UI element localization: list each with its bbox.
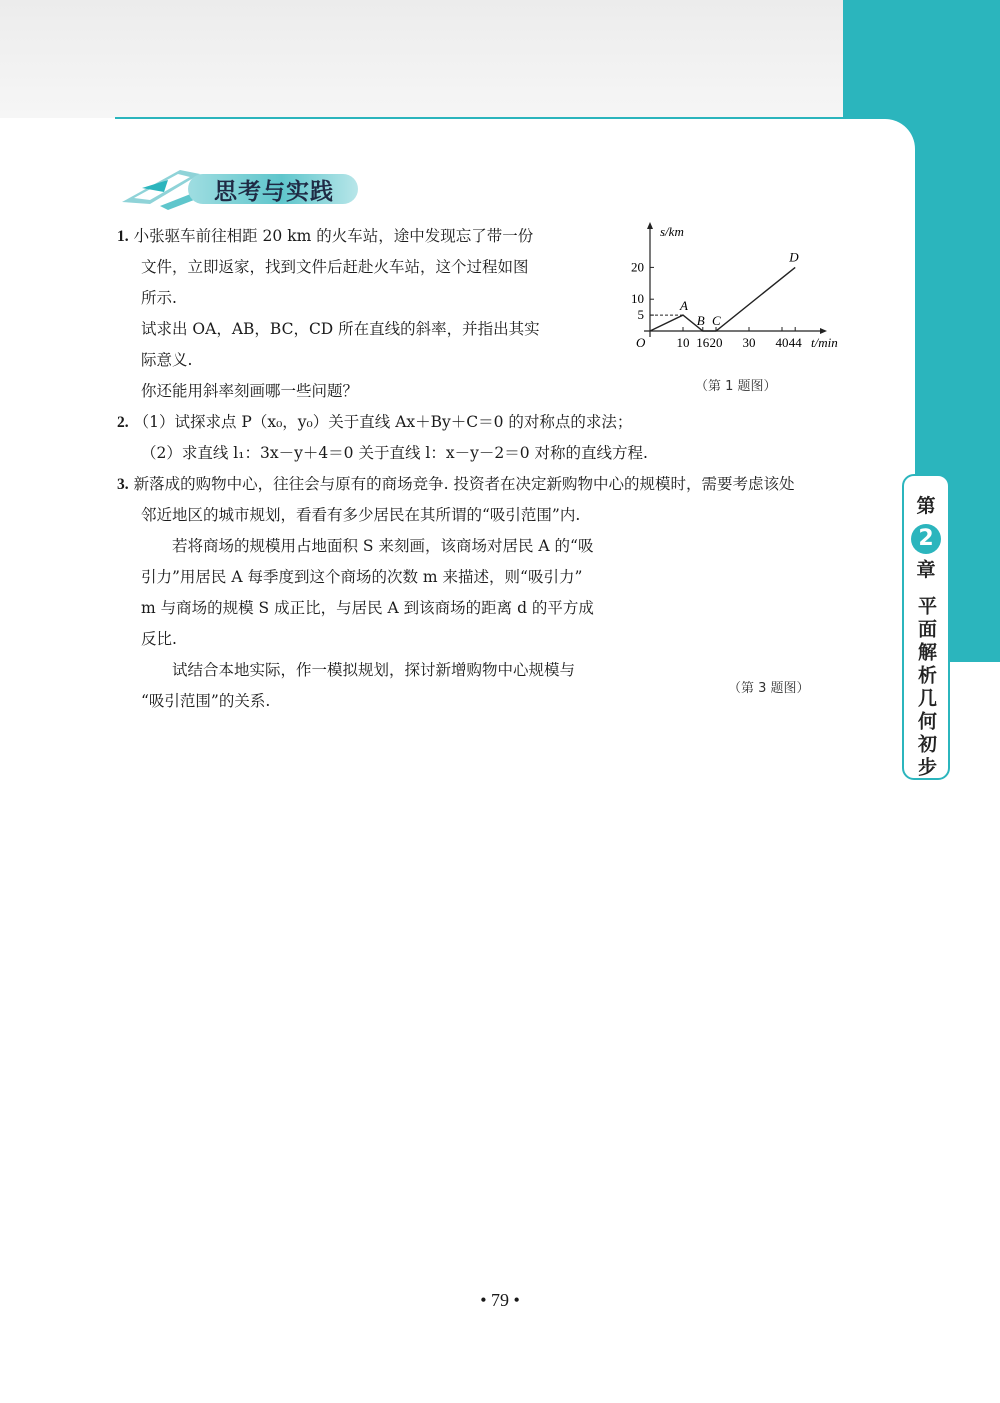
page-number: • 79 • <box>480 1290 520 1310</box>
problem-3-line-2: 邻近地区的城市规划，看看有多少居民在其所谓的“吸引范围”内. <box>141 506 581 524</box>
problem-3-line-8: “吸引范围”的关系. <box>141 692 271 710</box>
problem-3-line-1: 3. 新落成的购物中心，往往会与原有的商场竞争. 投资者在决定新购物中心的规模时，需要考虑该处 <box>117 475 795 493</box>
y-axis-arrow <box>647 222 653 229</box>
distance-time-chart <box>620 218 860 378</box>
section-title: 思考与实践 <box>214 179 334 205</box>
problem-1-line-4: 试求出 OA，AB，BC，CD 所在直线的斜率，并指出其实 <box>141 320 540 338</box>
problem-3-line-7: 试结合本地实际，作一模拟规划，探讨新增购物中心规模与 <box>172 661 576 679</box>
y-tick-label-5: 5 <box>637 307 644 323</box>
problem-2-text <box>117 407 648 469</box>
x-tick-label-16: 16 <box>696 335 710 350</box>
y-axis-label: s/km <box>660 224 684 239</box>
problem-3-line-4: 引力”用居民 A 每季度到这个商场的次数 m 来描述，则“吸引力” <box>141 568 583 586</box>
x-tick-label-20: 20 <box>709 335 723 350</box>
problem-1-line-2: 文件，立即返家，找到文件后赶赴火车站，这个过程如图 <box>141 258 529 276</box>
problem-2-number: 2. <box>117 414 129 431</box>
problem-3-number: 3. <box>117 476 129 493</box>
chapter-number: 2 <box>911 524 941 554</box>
chapter-title: 平面解析几何初步 <box>915 596 937 780</box>
problem-3-line-3: 若将商场的规模用占地面积 S 来刻画，该商场对居民 A 的“吸 <box>172 537 594 555</box>
x-tick-label-44: 44 <box>788 335 802 350</box>
origin-label: O <box>636 335 646 350</box>
x-tick-label-10: 10 <box>676 335 690 350</box>
problem-1-line-5: 际意义. <box>141 351 193 369</box>
chapter-prefix: 第 <box>916 495 936 517</box>
problem-1-text <box>117 221 540 407</box>
figure-1-caption: （第 1 题图） <box>695 379 777 394</box>
page-top-shade <box>0 0 845 118</box>
x-axis-label: t/min <box>811 335 838 350</box>
problem-1-line-1: 1. 小张驱车前往相距 20 km 的火车站，途中发现忘了带一份 <box>117 227 534 245</box>
x-tick-label-30: 30 <box>742 335 756 350</box>
problem-2-line-2: （2）求直线 l₁：3x－y＋4＝0 关于直线 l：x－y－2＝0 对称的直线方程. <box>141 444 648 462</box>
chapter-tab <box>902 474 950 780</box>
problem-1-line-3: 所示. <box>141 289 177 307</box>
figure-3-caption: （第 3 题图） <box>728 681 810 696</box>
point-label-B: B <box>696 313 705 328</box>
distance-series-line <box>650 267 795 331</box>
problem-1-number: 1. <box>117 228 129 245</box>
x-tick-label-40: 40 <box>775 335 789 350</box>
chapter-suffix: 章 <box>916 559 936 581</box>
problem-3-line-6: 反比. <box>141 630 177 648</box>
point-label-A: A <box>680 298 688 314</box>
section-banner <box>120 160 365 210</box>
problem-3-text <box>117 469 794 717</box>
y-tick-label-20: 20 <box>631 259 644 275</box>
point-label-C: C <box>712 313 721 328</box>
x-axis-arrow <box>820 328 827 334</box>
problem-3-line-5: m 与商场的规模 S 成正比，与居民 A 到该商场的距离 d 的平方成 <box>141 599 594 617</box>
y-tick-label-10: 10 <box>631 291 644 307</box>
problem-1-line-6: 你还能用斜率刻画哪一些问题？ <box>141 382 359 400</box>
point-label-D: D <box>789 249 799 265</box>
problem-2-line-1: 2. （1）试探求点 P（x₀，y₀）关于直线 Ax＋By＋C＝0 的对称点的求法； <box>117 413 633 431</box>
